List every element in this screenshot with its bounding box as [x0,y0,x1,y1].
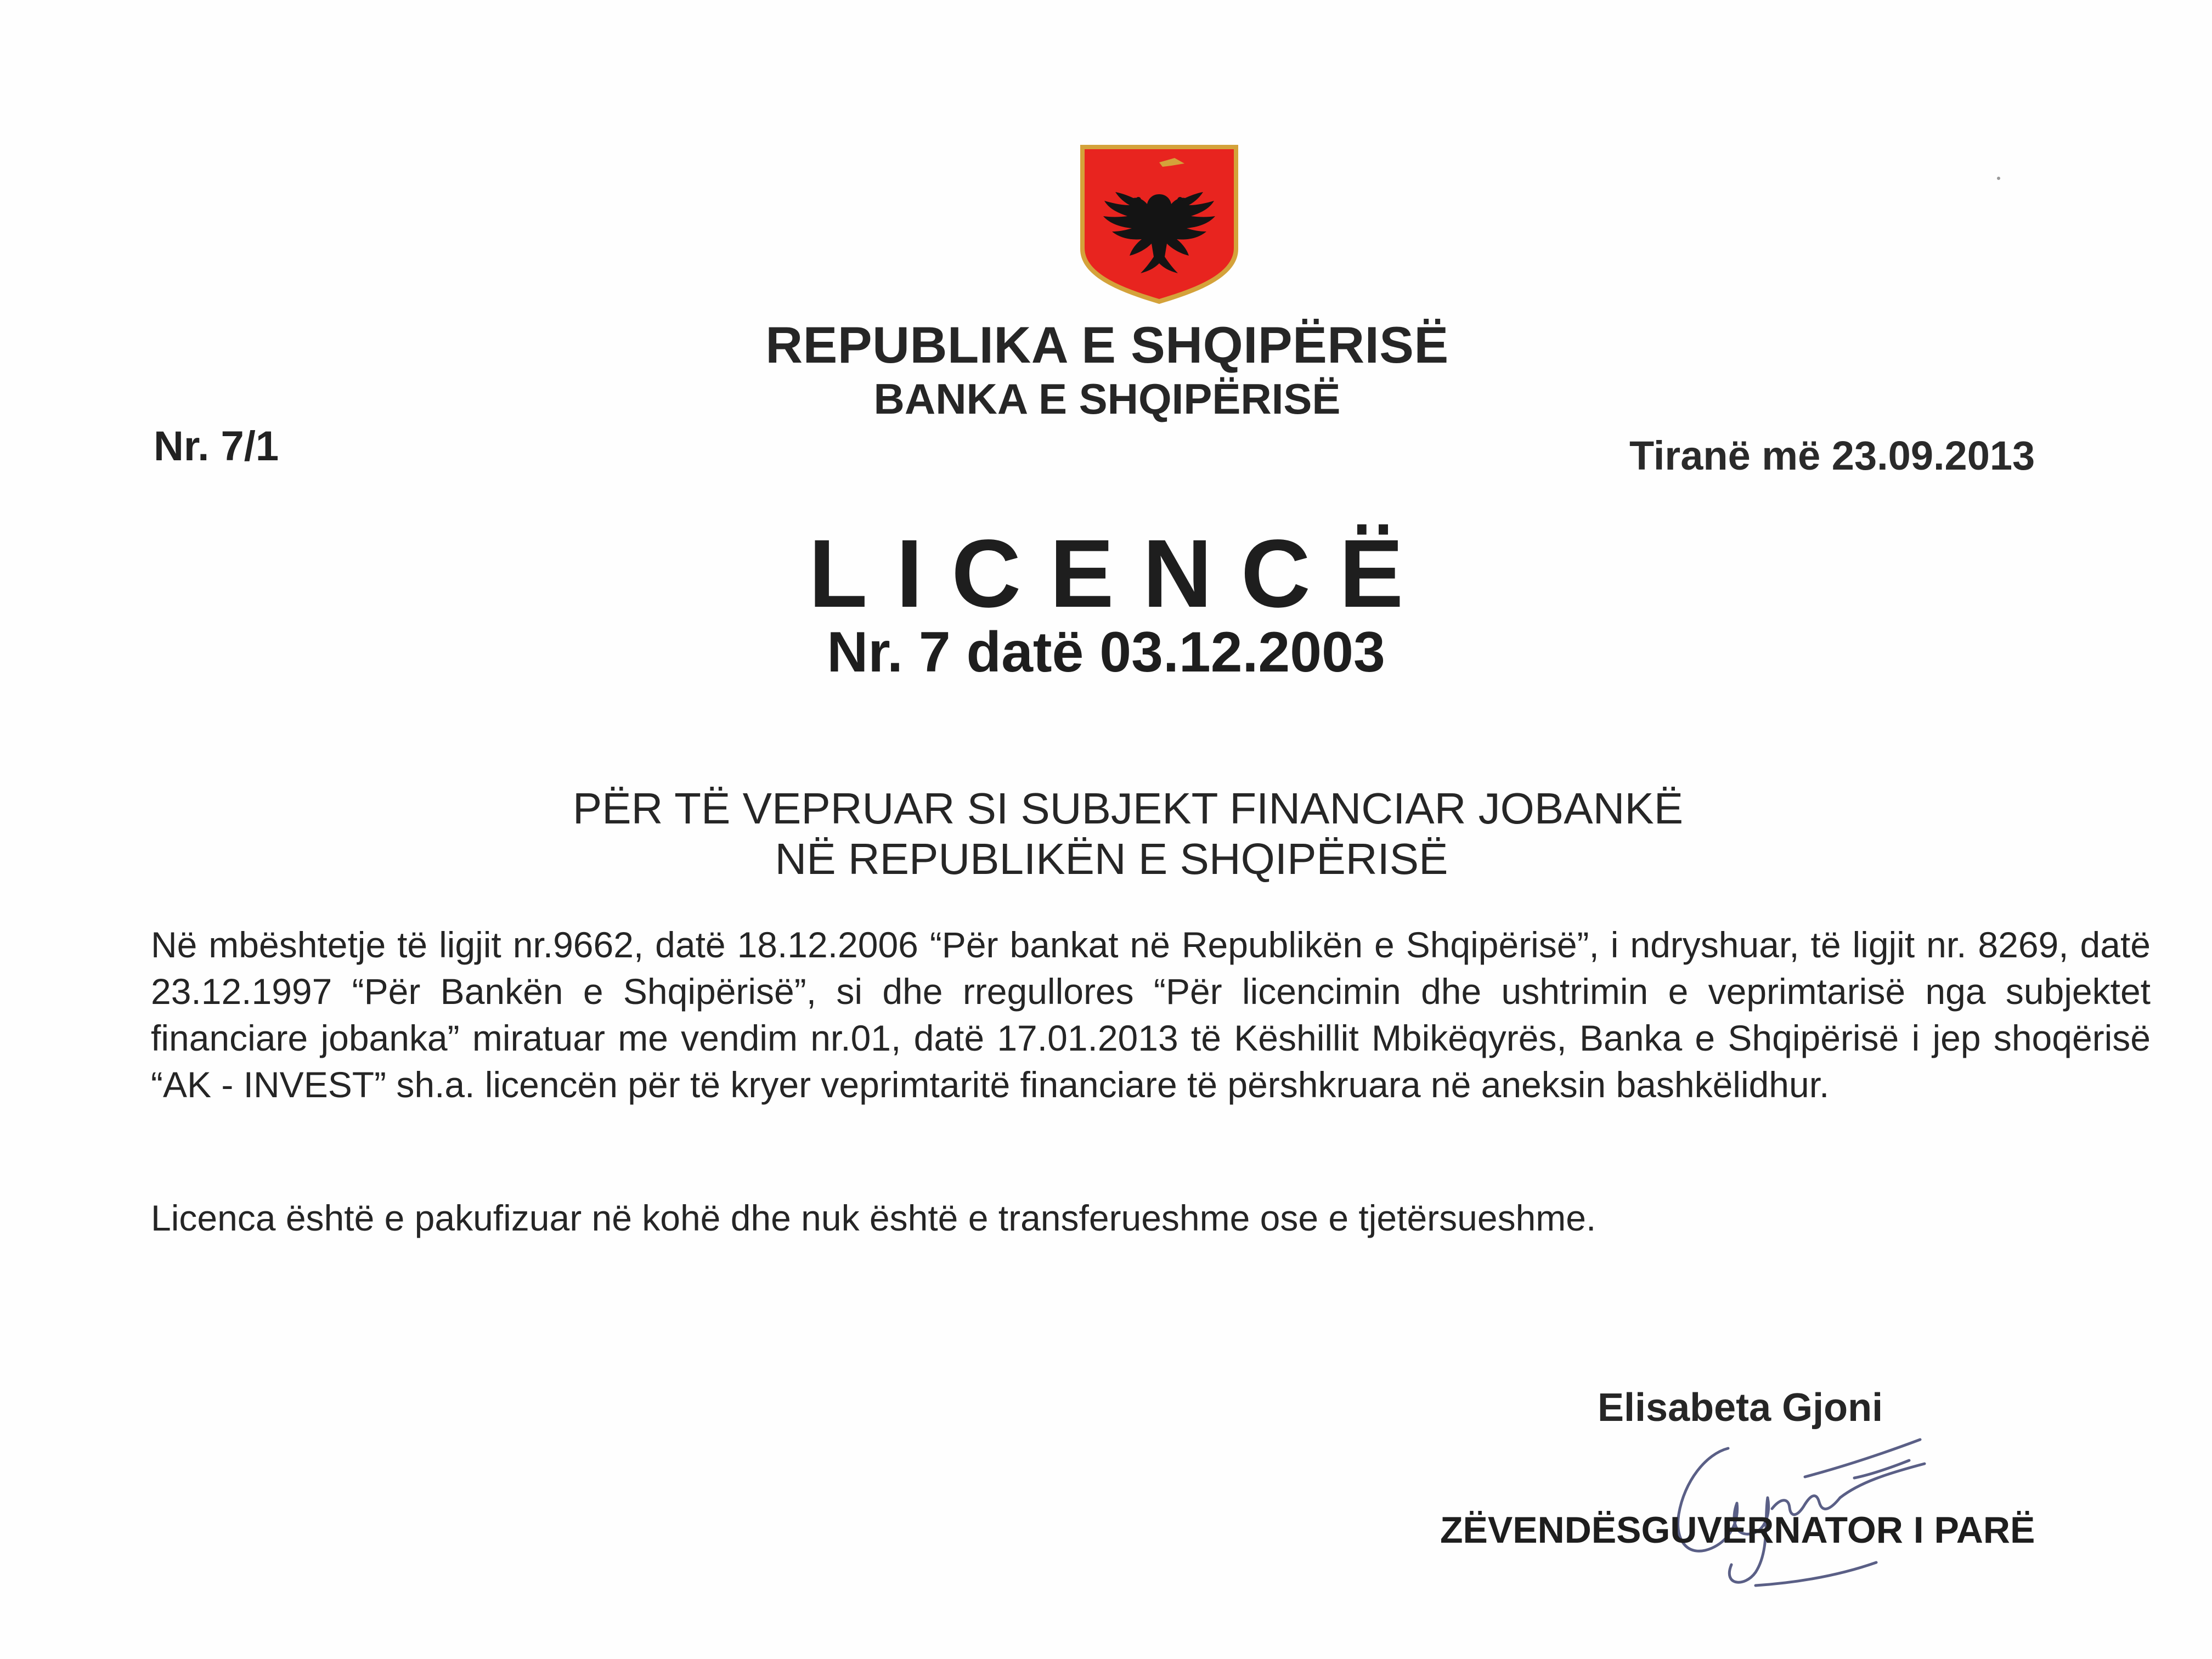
republic-heading: REPUBLIKA E SHQIPËRISË [765,316,1449,374]
body-paragraph-1: Në mbështetje të ligjit nr.9662, datë 18.12.2006 “Për bankat në Republikën e Shqipërisë”, i ndryshuar, të ligjit nr. 8269, datë 23.12.1997 “Për Bankën e Shqipërisë”, si dhe rregullores “Për licencimin dhe ushtrimin e veprimtarisë nga subjektet financiare jobanka” miratuar me vendim nr.01, datë 17.01.2013 të Këshillit Mbikëqyrës, Banka e Shqipërisë i jep shoqërisë “AK - INVEST” sh.a. licencën për të kryer veprimtaritë financiare të përshkruara në aneksin bashkëlidhur. [151,924,2151,1105]
body-paragraph-2: Licenca është e pakufizuar në kohë dhe nuk është e transferueshme ose e tjetërsueshme. [151,1198,1596,1238]
place-date: Tiranë më 23.09.2013 [1629,433,2035,478]
paper-speck [1997,177,2000,180]
subject-line-2: NË REPUBLIKËN E SHQIPËRISË [775,834,1448,883]
signer-name: Elisabeta Gjoni [1598,1386,1883,1430]
bank-heading: BANKA E SHQIPËRISË [873,375,1341,423]
licence-number-date: Nr. 7 datë 03.12.2003 [827,620,1385,684]
signer-title: ZËVENDËSGUVERNATOR I PARË [1440,1509,2035,1551]
licence-title: LICENCË [808,520,1432,628]
subject-line-1: PËR TË VEPRUAR SI SUBJEKT FINANCIAR JOBANKË [572,784,1684,833]
reference-number: Nr. 7/1 [154,423,279,470]
albanian-emblem-icon [1075,142,1243,306]
